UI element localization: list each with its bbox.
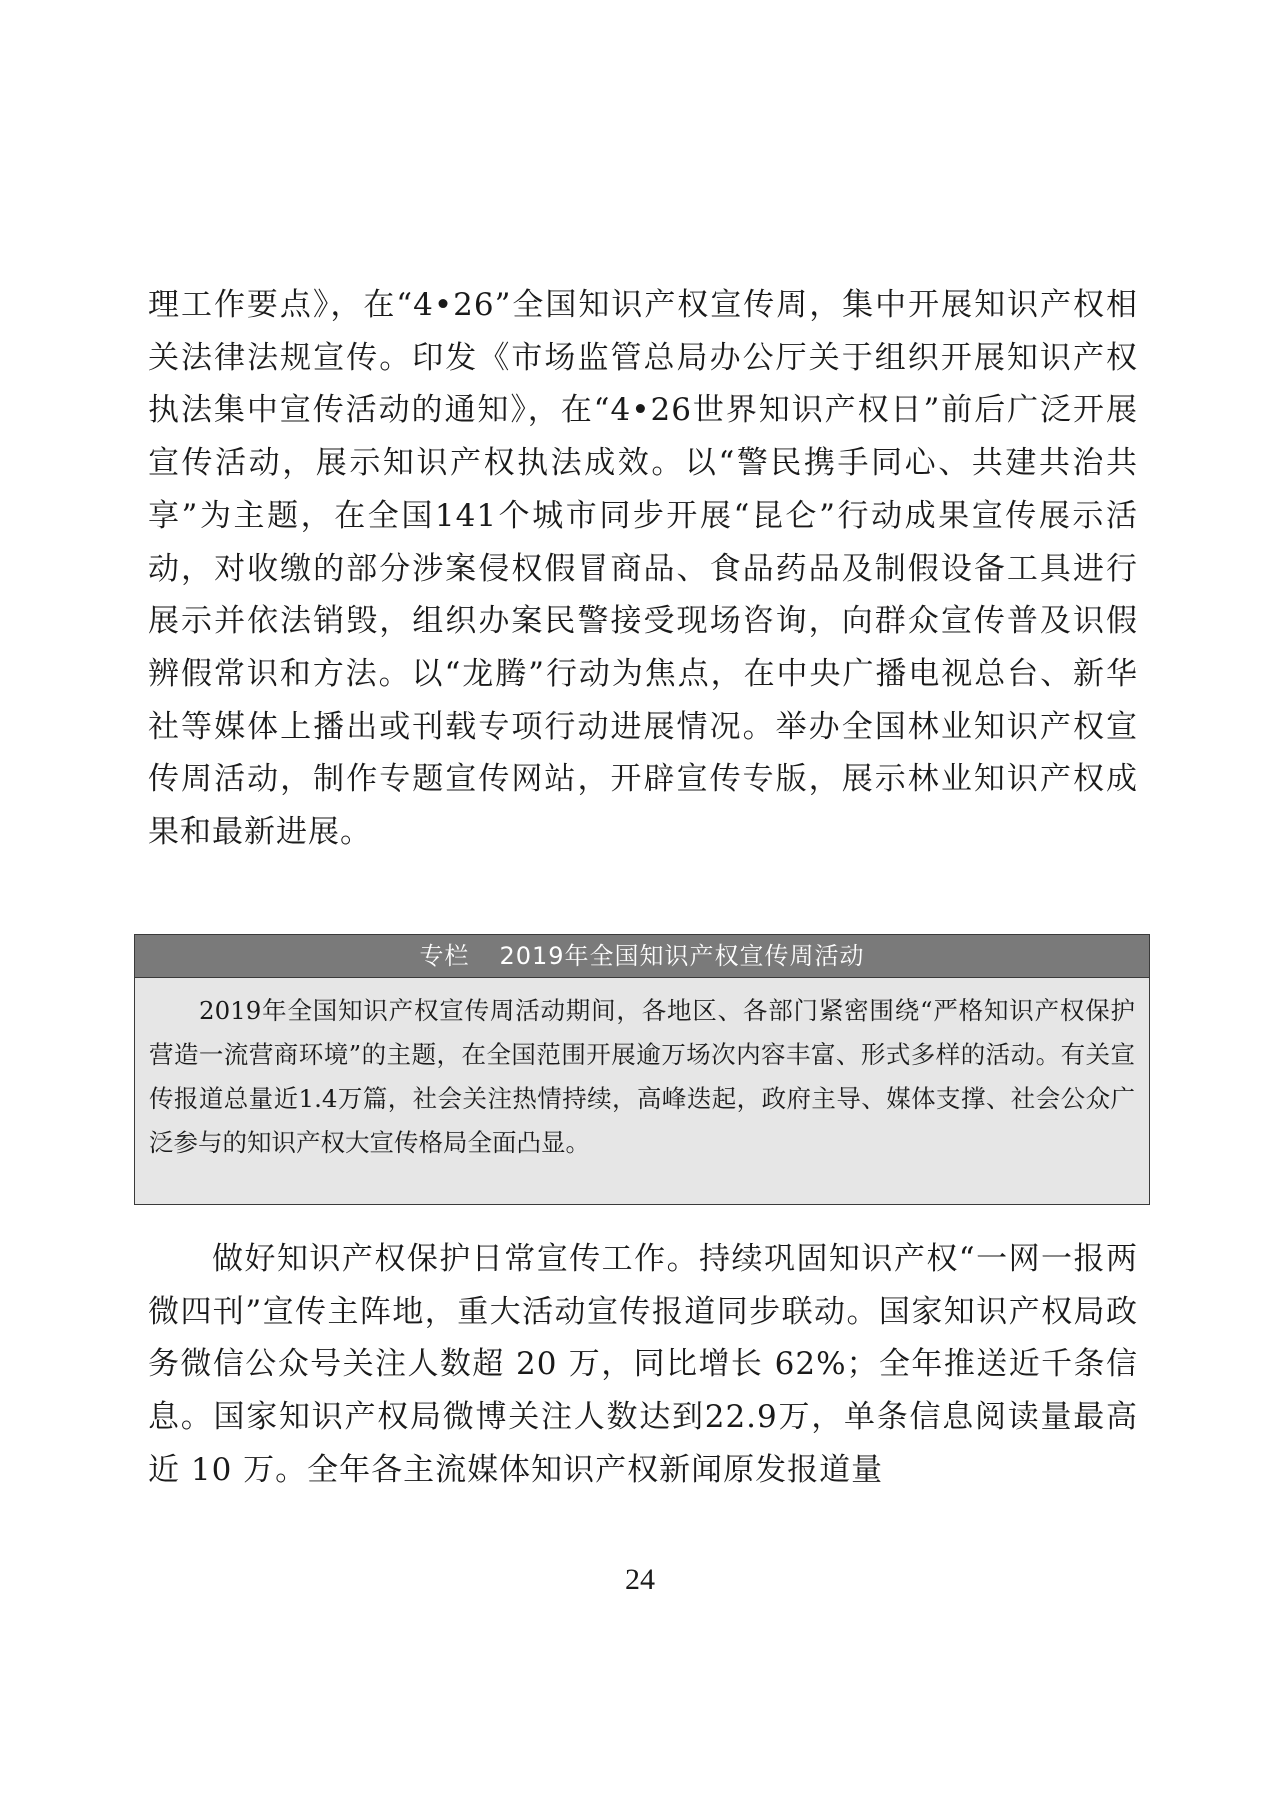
body-paragraph-continued: 理工作要点》，在“4•26”全国知识产权宣传周，集中开展知识产权相关法律法规宣传。印发《市场监管总局办公厅关于组织开展知识产权执法集中宣传活动的通知》，在“4•26世界知识产权日”前后广泛开展宣传活动，展示知识产权执法成效。以“警民携手同心、共建共治共享”为主题，在全国141个城市同步开展“昆仑”行动成果宣传展示活动，对收缴的部分涉案侵权假冒商品、食品药品及制假设备工具进行展示并依法销毁，组织办案民警接受现场咨询，向群众宣传普及识假辨假常识和方法。以“龙腾”行动为焦点，在中央广播电视总台、新华社等媒体上播出或刊载专项行动进展情况。举办全国林业知识产权宣传周活动，制作专题宣传网站，开辟宣传专版，展示林业知识产权成果和最新进展。 [148, 287, 1138, 851]
page-number: 24 [625, 1563, 655, 1596]
feature-column-box [134, 934, 1150, 1205]
feature-column-body: 2019年全国知识产权宣传周活动期间，各地区、各部门紧密围绕“严格知识产权保护 营造一流营商环境”的主题，在全国范围开展逾万场次内容丰富、形式多样的活动。有关宣传报道总量近1.4万篇，社会关注热情持续，高峰迭起，政府主导、媒体支撑、社会公众广泛参与的知识产权大宣传格局全面凸显。 [149, 996, 1135, 1157]
feature-column-header [135, 935, 1149, 978]
feature-column-label: 专栏 [419, 942, 470, 970]
feature-column-title: 2019年全国知识产权宣传周活动 [499, 942, 865, 970]
body-paragraph: 做好知识产权保护日常宣传工作。持续巩固知识产权“一网一报两微四刊”宣传主阵地，重大活动宣传报道同步联动。国家知识产权局政务微信公众号关注人数超 20 万，同比增长 62%；全年推送近千条信息。国家知识产权局微博关注人数达到22.9万，单条信息阅读量最高近 10 万。全年各主流媒体知识产权新闻原发报道量 [148, 1241, 1138, 1488]
